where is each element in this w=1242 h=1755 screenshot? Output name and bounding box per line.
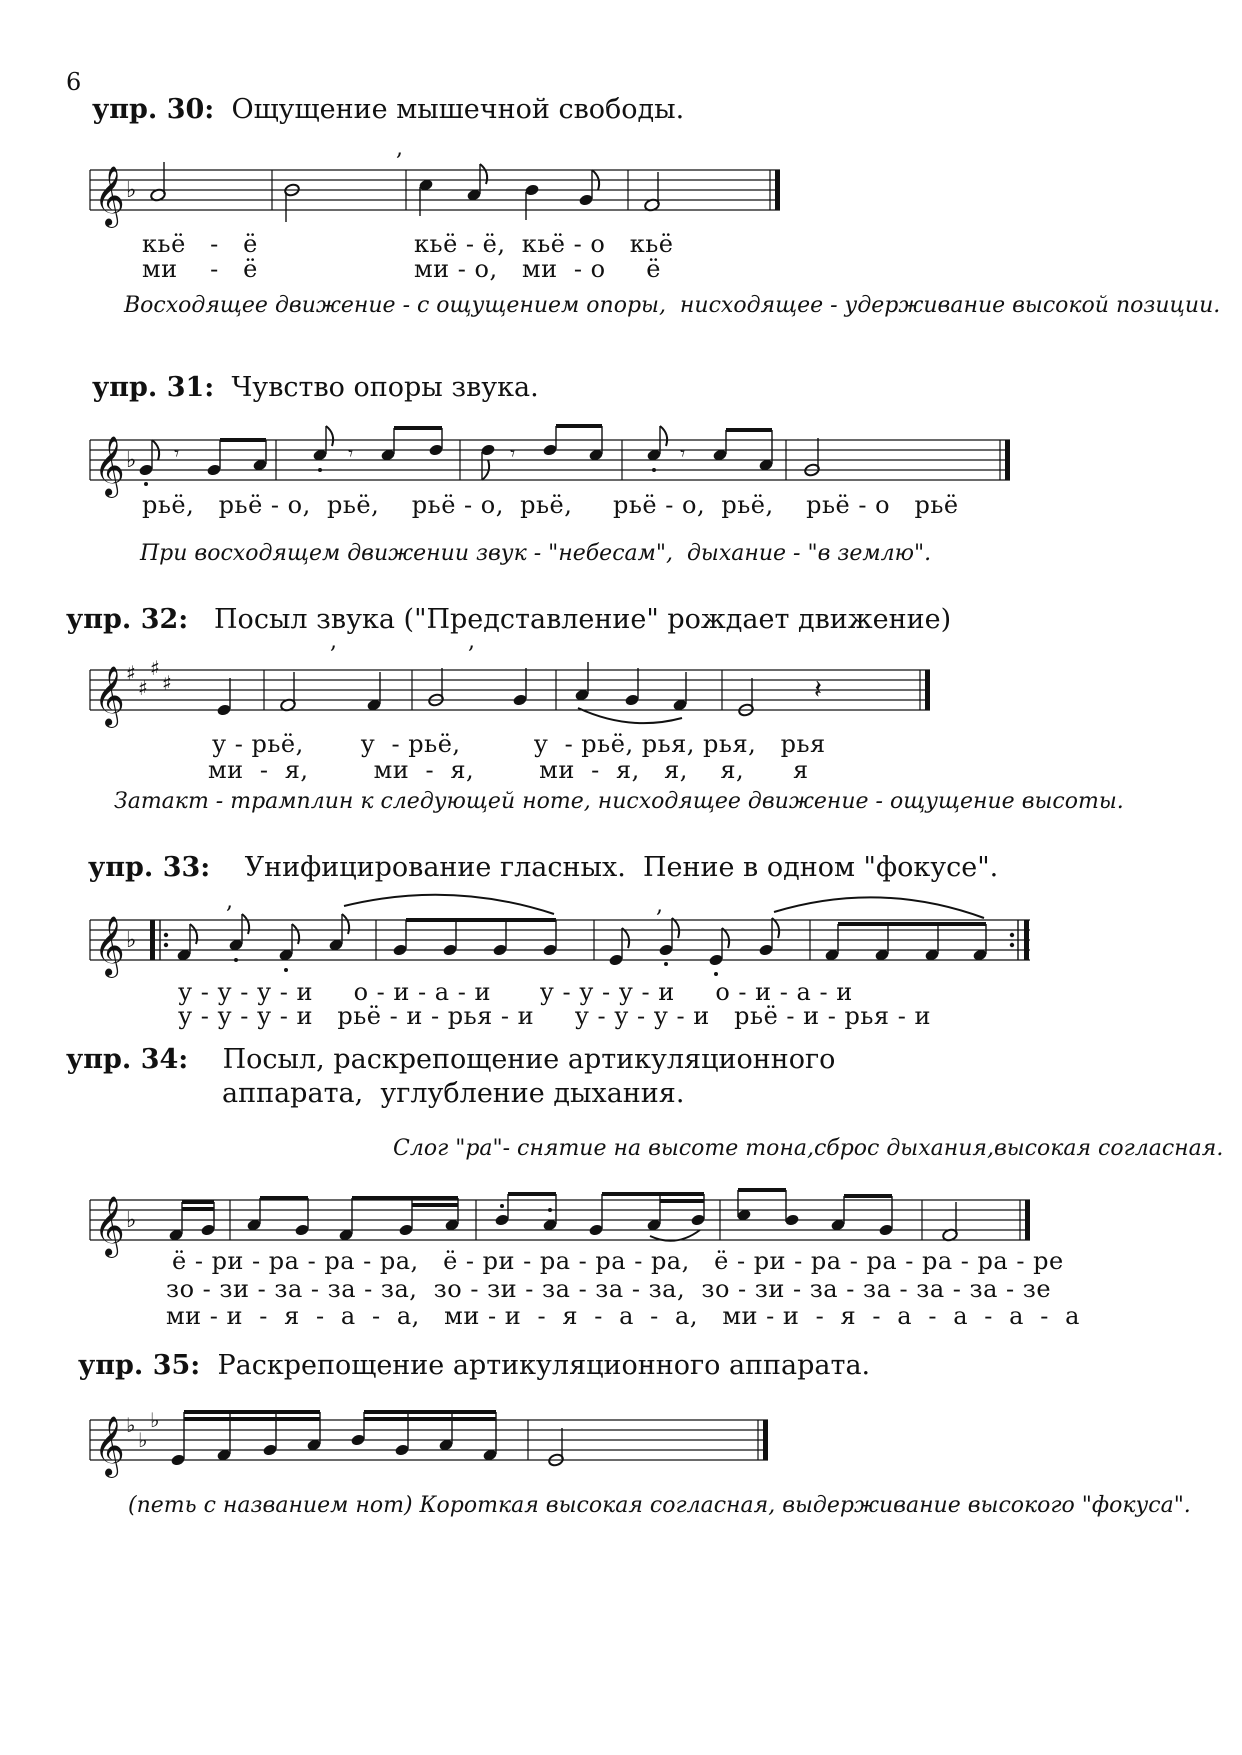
lyrics-34-line-2: зо - зи - за - за - за, зо - зи - за - за - за, зо - зи - за - за - за - за - зе [166, 1275, 1052, 1303]
staff-30 [90, 136, 810, 230]
svg-text:♭: ♭ [126, 928, 137, 953]
lyrics-30-line-1b: кьё - ё, кьё - о кьё [414, 230, 674, 258]
performance-note-32: Затакт - трамплин к следующей ноте, нисходящее движение - ощущение высоты. [114, 789, 1124, 814]
svg-text:♯: ♯ [150, 656, 160, 680]
svg-text:♭: ♭ [138, 1428, 148, 1452]
lyrics-34-line-3: ми - и - я - а - а, ми - и - я - а - а, ми - и - я - а - а - а - а [166, 1302, 1080, 1330]
svg-text:,: , [330, 629, 337, 654]
svg-text:𝄾: 𝄾 [680, 441, 686, 465]
exercise-31-heading [92, 372, 539, 403]
lyrics-31: рьё, рьё - о, рьё, рьё - о, рьё, рьё - о, рьё, рьё - о рьё [142, 491, 959, 519]
lyrics-30-line-2b: ми - о, ми - о ё [414, 255, 661, 283]
exercise-title: Ощущение мышечной свободы. [231, 94, 685, 125]
svg-text:♯: ♯ [138, 676, 148, 700]
exercise-34-heading-line-2: аппарата, углубление дыхания. [222, 1078, 685, 1109]
svg-text:♭: ♭ [126, 1208, 137, 1233]
exercise-title: Чувство опоры звука. [231, 372, 539, 403]
svg-text:,: , [656, 893, 663, 918]
performance-note-30: Восходящее движение - с ощущением опоры, нисходящее - удерживание высокой позиции. [124, 293, 1221, 318]
page-number: 6 [66, 68, 82, 96]
svg-text:𝄽: 𝄽 [814, 675, 822, 705]
svg-text:𝄞: 𝄞 [94, 436, 125, 496]
svg-text:♭: ♭ [126, 178, 137, 203]
staff-32 [90, 629, 950, 730]
exercise-title: Унифицирование гласных. Пение в одном "фокусе". [244, 852, 999, 883]
staff-35 [90, 1400, 790, 1480]
svg-text:𝄾: 𝄾 [348, 441, 354, 465]
svg-text:𝄞: 𝄞 [94, 166, 125, 226]
svg-text:𝄞: 𝄞 [94, 666, 125, 726]
svg-text:𝄾: 𝄾 [510, 441, 516, 465]
performance-note-35: (петь с названием нот) Короткая высокая согласная, выдерживание высокого "фокуса". [128, 1493, 1191, 1518]
svg-text:𝄞: 𝄞 [94, 1416, 125, 1476]
svg-text:♭: ♭ [150, 1408, 160, 1432]
staff-33 [90, 889, 1050, 980]
exercise-33-heading [88, 852, 998, 883]
lyrics-33-line-1: у - у - у - и о - и - а - и у - у - у - и о - и - а - и [178, 978, 853, 1006]
lyrics-34-line-1: ё - ри - ра - ра - ра, ё - ри - ра - ра - ра, ё - ри - ра - ра - ра - ра - ре [172, 1247, 1064, 1275]
svg-text:,: , [396, 136, 403, 161]
exercise-34-heading [66, 1044, 835, 1075]
lyrics-32-line-2: ми - я, ми - я, ми - я, я, я, я [208, 756, 809, 784]
svg-text:𝄾: 𝄾 [174, 441, 180, 465]
svg-text:♭: ♭ [126, 1413, 136, 1437]
exercise-32-heading [66, 604, 951, 635]
exercise-35-heading [78, 1350, 870, 1381]
performance-note-31: При восходящем движении звук - "небесам", дыхание - "в землю". [140, 541, 932, 566]
exercise-title: Посыл, раскрепощение артикуляционного [222, 1044, 836, 1075]
svg-text:♭: ♭ [126, 448, 137, 473]
exercise-title: Посыл звука ("Представление" рождает движение) [214, 604, 952, 635]
svg-text:𝄞: 𝄞 [94, 1196, 125, 1256]
svg-text:𝄞: 𝄞 [94, 916, 125, 976]
lyrics-30-line-1a: кьё - ё [142, 230, 258, 258]
svg-text:♯: ♯ [126, 661, 136, 685]
exercise-title: Раскрепощение артикуляционного аппарата. [217, 1350, 871, 1381]
performance-note-34: Слог "ра"- снятие на высоте тона,сброс дыхания,высокая согласная. [393, 1136, 1224, 1161]
exercise-number: упр. 30: [92, 94, 215, 125]
exercise-number: упр. 32: [66, 604, 189, 635]
svg-text:,: , [468, 629, 475, 654]
exercise-number: упр. 31: [92, 372, 215, 403]
exercise-30-heading [92, 94, 684, 125]
exercise-number: упр. 33: [88, 852, 211, 883]
lyrics-30-line-2a: ми - ё [142, 255, 258, 283]
lyrics-33-line-2: у - у - у - и рьё - и - рья - и у - у - у - и рьё - и - рья - и [178, 1002, 931, 1030]
lyrics-32-line-1: у - рьё, у - рьё, у - рьё, рья, рья, рья [212, 730, 826, 758]
svg-text:♯: ♯ [162, 671, 172, 695]
exercise-number: упр. 34: [66, 1044, 189, 1075]
exercise-number: упр. 35: [78, 1350, 201, 1381]
svg-text:,: , [226, 889, 233, 914]
staff-31 [90, 420, 1030, 500]
